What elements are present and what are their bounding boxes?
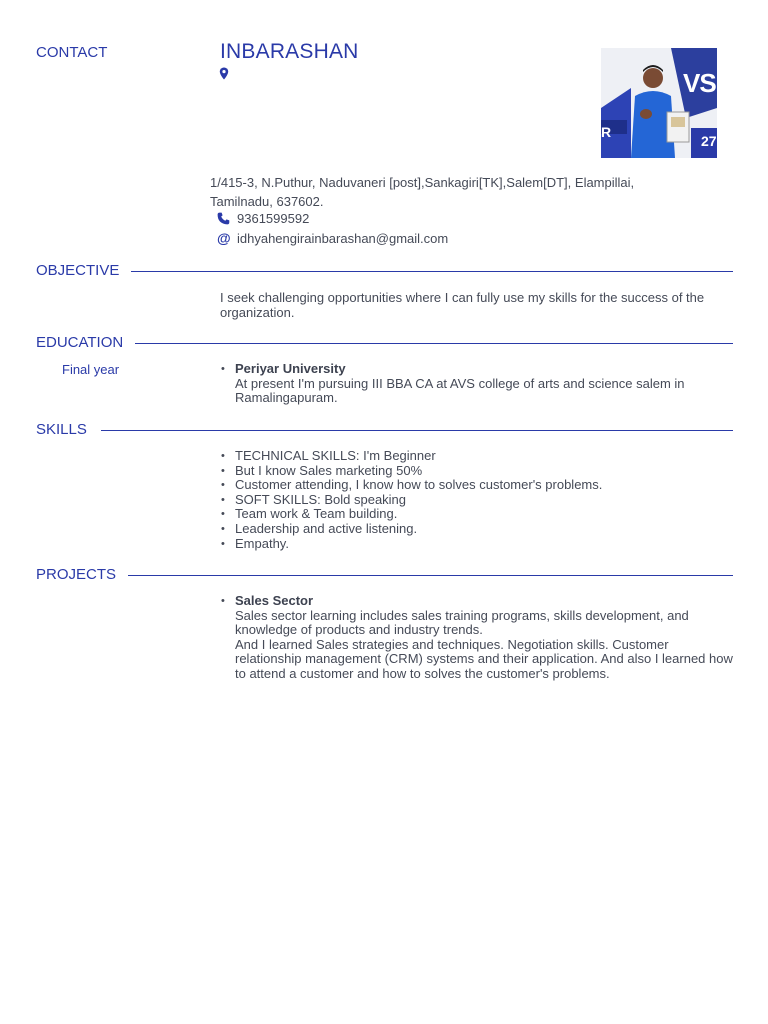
education-description: At present I'm pursuing III BBA CA at AVS college of arts and science salem in Ramalingapuram. [235,375,685,406]
project-description-line: Sales sector learning includes sales training programs, skills development, and knowledge of products and industry trends. [235,607,689,638]
skills-heading: SKILLS [36,421,87,438]
education-date: Final year [62,362,120,377]
project-entry [220,594,733,682]
contact-label: CONTACT [36,44,108,61]
projects-heading: PROJECTS [36,566,117,583]
photo-badge-number: 27 [701,133,717,149]
objective-text: I seek challenging opportunities where I can fully use my skills for the success of the organization. [220,290,705,320]
phone-number[interactable]: 9361599592 [237,211,310,226]
education-divider [135,343,733,344]
skills-list [220,449,720,551]
address: 1/415-3, N.Puthur, Naduvaneri [post],Sankagiri[TK],Salem[DT], Elampillai, Tamilnadu, 637602. [210,175,635,209]
education-list [220,362,710,406]
phone-icon [217,212,230,225]
skill-item: • SOFT SKILLS: Bold speaking [220,493,720,508]
skill-item: • Empathy. [220,537,720,552]
education-entry [220,362,710,406]
skill-item: • TECHNICAL SKILLS: I'm Beginner [220,449,720,464]
projects-divider [128,575,733,576]
education-institution: • Periyar University [235,361,346,376]
email-address[interactable]: idhyahengirainbarashan@gmail.com [237,231,449,246]
profile-photo [601,48,717,158]
objective-heading: OBJECTIVE [36,262,120,279]
projects-list [220,594,733,682]
skill-item: • Team work & Team building. [220,507,720,522]
project-name: • Sales Sector [235,593,314,608]
skill-item: • Leadership and active listening. [220,522,720,537]
candidate-name: INBARASHAN [220,40,359,63]
location-pin-icon [219,67,229,80]
photo-banner-text: VS [683,68,716,98]
skill-item: • Customer attending, I know how to solves customer's problems. [220,478,720,493]
photo-banner-letter: R [601,124,612,140]
skills-divider [101,430,733,431]
at-sign-icon: @ [217,230,231,246]
project-description-line: And I learned Sales strategies and techniques. Negotiation skills. Customer relationship management (CRM) systems and their application. And also I learned how to attend a customer and how to solves the customer's problems. [235,636,733,681]
education-heading: EDUCATION [36,334,124,351]
objective-divider [131,271,733,272]
skill-item: • But I know Sales marketing 50% [220,464,720,479]
